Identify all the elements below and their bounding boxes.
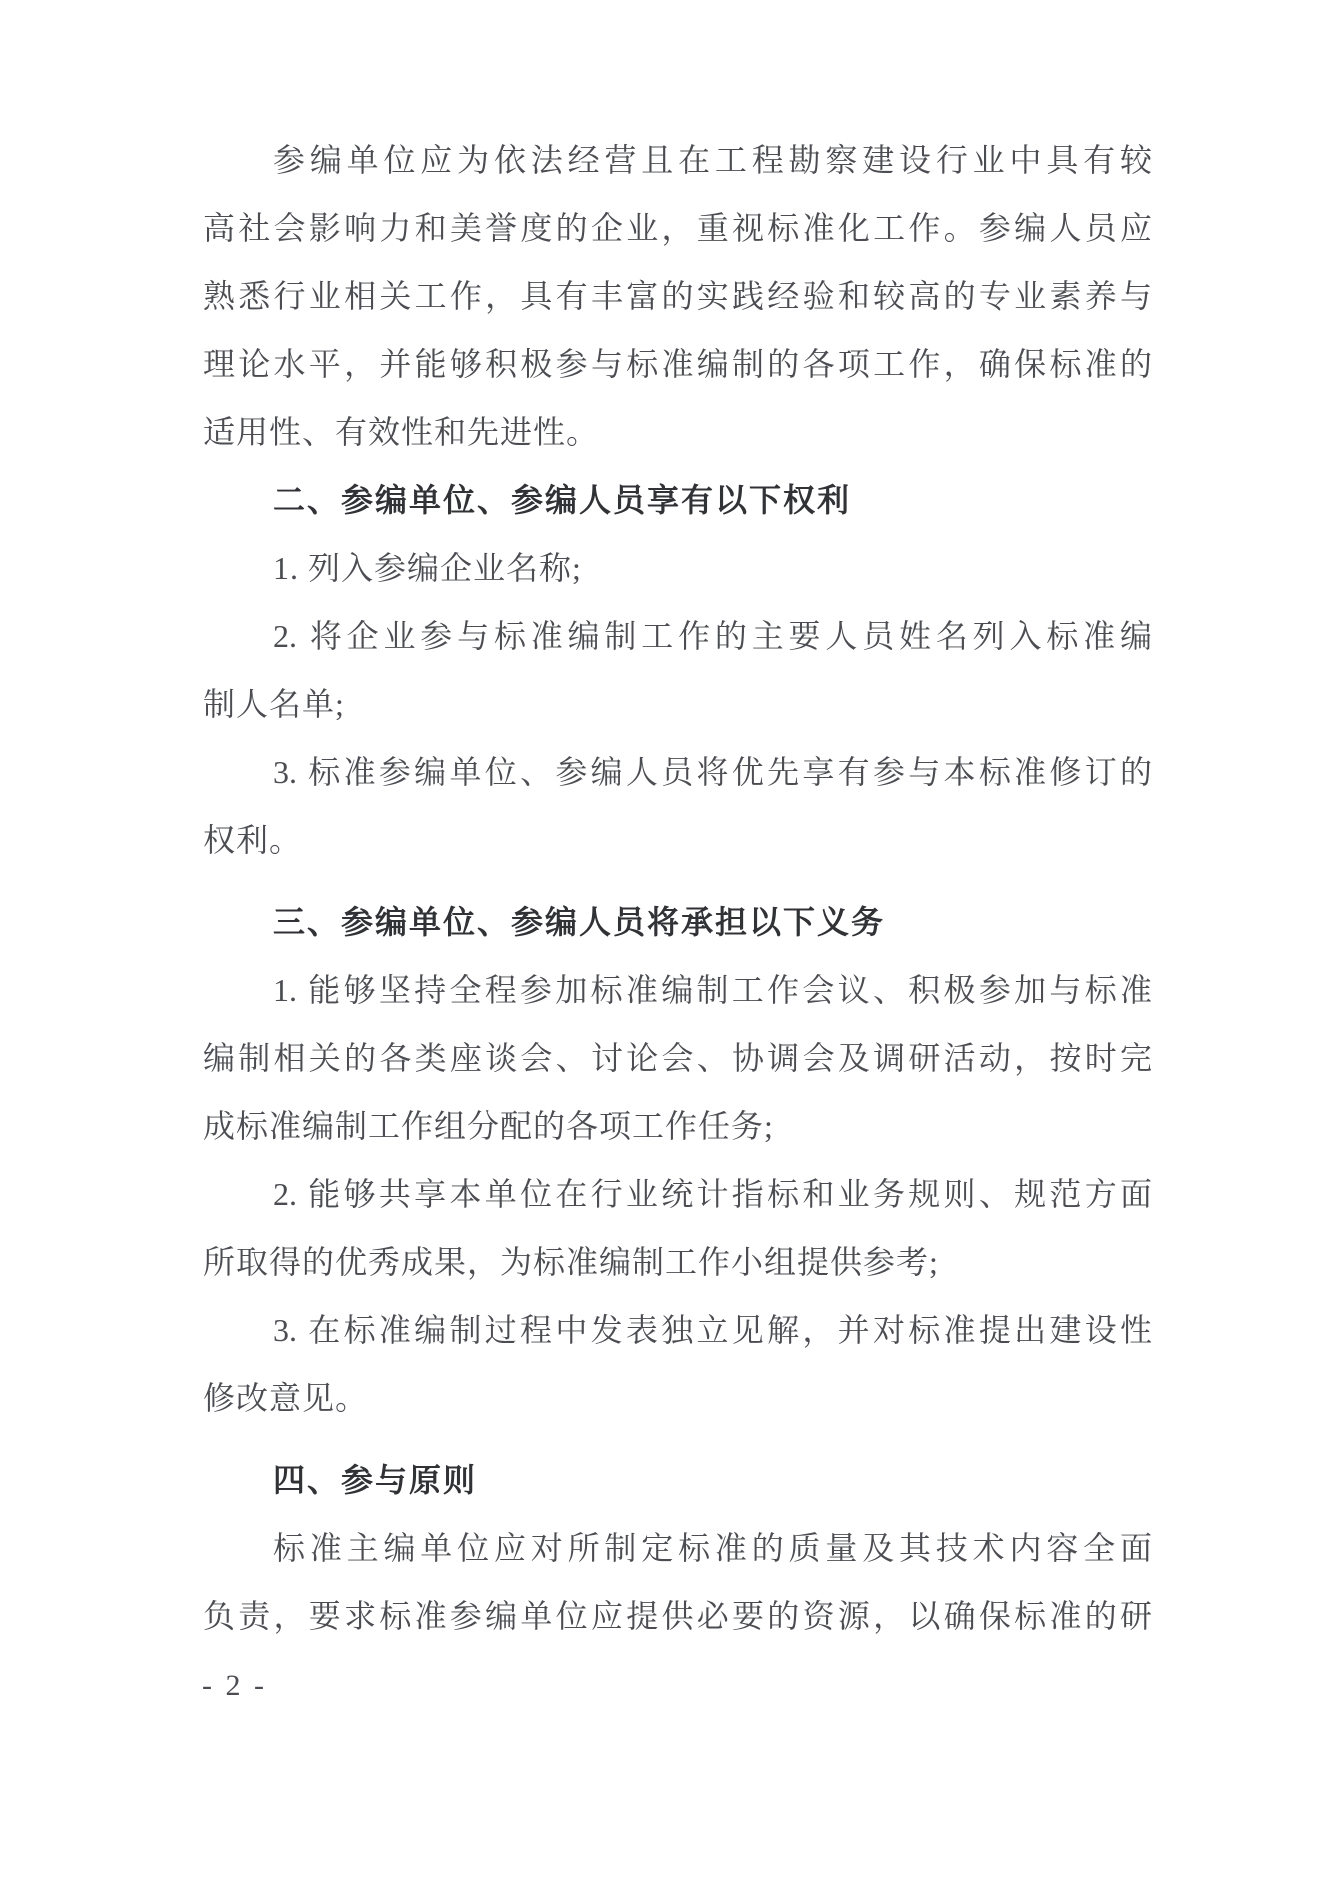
page-number: - 2 -	[202, 1669, 267, 1702]
text-line: 1. 列入参编企业名称;	[273, 550, 582, 586]
text-line: 高社会影响力和美誉度的企业，重视标准化工作。参编人员应	[203, 210, 1152, 246]
text-line: 熟悉行业相关工作，具有丰富的实践经验和较高的专业素养与	[203, 278, 1152, 314]
text-line: 参编单位应为依法经营且在工程勘察建设行业中具有较	[273, 142, 1152, 178]
text-line: 成标准编制工作组分配的各项工作任务;	[203, 1108, 774, 1144]
text-line: 3. 在标准编制过程中发表独立见解，并对标准提出建设性	[273, 1312, 1152, 1348]
text-line: 编制相关的各类座谈会、讨论会、协调会及调研活动，按时完	[203, 1040, 1152, 1076]
text-line: 权利。	[203, 822, 303, 858]
section-heading: 三、参编单位、参编人员将承担以下义务	[273, 904, 886, 940]
text-line: 标准主编单位应对所制定标准的质量及其技术内容全面	[273, 1530, 1152, 1566]
text-line: 制人名单;	[203, 686, 345, 722]
text-line: 修改意见。	[203, 1380, 369, 1416]
document-text-block	[203, 126, 1152, 1650]
text-line: 2. 能够共享本单位在行业统计指标和业务规则、规范方面	[273, 1176, 1152, 1212]
text-line: 1. 能够坚持全程参加标准编制工作会议、积极参加与标准	[273, 972, 1152, 1008]
text-line: 2. 将企业参与标准编制工作的主要人员姓名列入标准编	[273, 618, 1152, 654]
text-line: 适用性、有效性和先进性。	[203, 414, 600, 450]
text-line: 负责，要求标准参编单位应提供必要的资源，以确保标准的研	[203, 1598, 1152, 1634]
section-heading: 二、参编单位、参编人员享有以下权利	[273, 482, 852, 518]
section-heading: 四、参与原则	[273, 1462, 478, 1498]
text-line: 理论水平，并能够积极参与标准编制的各项工作，确保标准的	[203, 346, 1152, 382]
text-line: 所取得的优秀成果，为标准编制工作小组提供参考;	[203, 1244, 939, 1280]
text-line: 3. 标准参编单位、参编人员将优先享有参与本标准修订的	[273, 754, 1152, 790]
